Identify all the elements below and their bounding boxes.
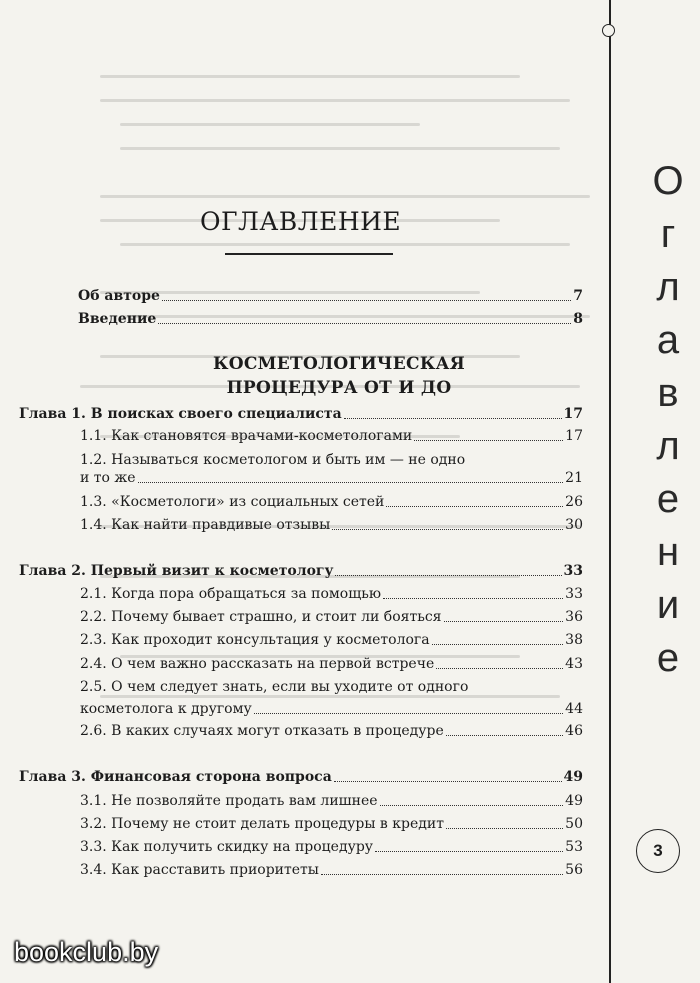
dot-leader bbox=[332, 529, 563, 530]
entry-label: 3.4. Как расставить приоритеты bbox=[80, 862, 319, 878]
entry-label: 2.2. Почему бывает страшно, и стоит ли бояться bbox=[80, 609, 442, 625]
entry-label: 2.6. В каких случаях могут отказать в процедуре bbox=[80, 723, 444, 739]
chapter-page: 49 bbox=[563, 769, 583, 785]
toc-entry[interactable] bbox=[80, 585, 583, 603]
toc-entry-intro[interactable] bbox=[78, 310, 583, 328]
toc-entry[interactable] bbox=[80, 493, 583, 511]
dot-leader bbox=[446, 735, 563, 736]
chapter-label: Глава 2. Первый визит к косметологу bbox=[19, 563, 334, 579]
side-letter: О bbox=[652, 159, 684, 203]
dot-leader bbox=[444, 621, 564, 622]
toc-entry[interactable] bbox=[80, 608, 583, 626]
margin-rule bbox=[609, 0, 611, 983]
entry-label: 3.3. Как получить скидку на процедуру bbox=[80, 839, 374, 855]
side-letter: и bbox=[656, 583, 680, 627]
entry-label: 3.2. Почему не стоит делать процедуры в кредит bbox=[80, 816, 444, 832]
entry-page: 21 bbox=[565, 470, 583, 486]
toc-entry[interactable] bbox=[80, 631, 583, 649]
entry-page: 50 bbox=[565, 816, 583, 832]
entry-page: 46 bbox=[565, 723, 583, 739]
dot-leader bbox=[446, 828, 563, 829]
side-letter: н bbox=[656, 530, 680, 574]
page-title: ОГЛАВЛЕНИЕ bbox=[200, 207, 402, 236]
chapter-label: Глава 3. Финансовая сторона вопроса bbox=[19, 769, 332, 785]
entry-label: 2.3. Как проходит консультация у косметолога bbox=[80, 632, 430, 648]
entry-page: 33 bbox=[565, 586, 583, 602]
side-letter: л bbox=[656, 424, 680, 468]
side-letter: а bbox=[656, 318, 680, 362]
toc-entry-author[interactable] bbox=[78, 287, 583, 305]
toc-chapter-1[interactable] bbox=[19, 405, 583, 423]
toc-entry[interactable] bbox=[80, 427, 583, 445]
toc-entry[interactable] bbox=[80, 838, 583, 856]
entry-label: Об авторе bbox=[78, 288, 160, 304]
entry-page: 26 bbox=[565, 494, 583, 510]
entry-label: 1.4. Как найти правдивые отзывы bbox=[80, 517, 331, 533]
toc-entry[interactable] bbox=[80, 469, 583, 487]
dot-leader bbox=[375, 851, 563, 852]
dot-leader bbox=[335, 575, 561, 576]
dot-leader bbox=[344, 418, 562, 419]
toc-chapter-2[interactable] bbox=[19, 562, 583, 580]
entry-page: 49 bbox=[565, 793, 583, 809]
side-letter: е bbox=[656, 477, 680, 521]
dot-leader bbox=[414, 440, 563, 441]
section-line: КОСМЕТОЛОГИЧЕСКАЯ bbox=[212, 354, 466, 374]
toc-entry-label-line1[interactable]: 1.2. Называться косметологом и быть им — не одно bbox=[80, 452, 466, 468]
dot-leader bbox=[162, 300, 571, 301]
dot-leader bbox=[383, 598, 563, 599]
dot-leader bbox=[254, 713, 563, 714]
dot-leader bbox=[432, 644, 564, 645]
entry-page: 38 bbox=[565, 632, 583, 648]
chapter-page: 33 bbox=[563, 563, 583, 579]
page-number: 3 bbox=[636, 829, 680, 873]
entry-page: 44 bbox=[565, 701, 583, 717]
title-underline bbox=[225, 253, 393, 255]
entry-page: 30 bbox=[565, 517, 583, 533]
toc-entry[interactable] bbox=[80, 722, 583, 740]
entry-page: 7 bbox=[573, 288, 583, 304]
entry-label: Введение bbox=[78, 311, 157, 327]
chapter-page: 17 bbox=[563, 406, 583, 422]
toc-entry[interactable] bbox=[80, 792, 583, 810]
rule-ornament bbox=[602, 24, 615, 37]
dot-leader bbox=[334, 781, 562, 782]
entry-page: 8 bbox=[573, 311, 583, 327]
toc-entry[interactable] bbox=[80, 655, 583, 673]
vertical-chapter-title bbox=[636, 155, 700, 685]
entry-page: 56 bbox=[565, 862, 583, 878]
side-letter: е bbox=[656, 636, 680, 680]
toc-entry[interactable] bbox=[80, 516, 583, 534]
entry-label: 3.1. Не позволяйте продать вам лишнее bbox=[80, 793, 378, 809]
toc-entry[interactable] bbox=[80, 700, 583, 718]
entry-label: 2.1. Когда пора обращаться за помощью bbox=[80, 586, 382, 602]
site-watermark: bookclub.by bbox=[14, 937, 159, 967]
side-letter: в bbox=[657, 371, 679, 415]
entry-page: 43 bbox=[565, 656, 583, 672]
dot-leader bbox=[138, 482, 564, 483]
entry-label-cont: и то же bbox=[80, 470, 136, 486]
dot-leader bbox=[380, 805, 564, 806]
entry-label: 1.3. «Косметологи» из социальных сетей bbox=[80, 494, 385, 510]
entry-page: 53 bbox=[565, 839, 583, 855]
toc-chapter-3[interactable] bbox=[19, 768, 583, 786]
side-letter: л bbox=[656, 265, 680, 309]
dot-leader bbox=[436, 668, 563, 669]
chapter-label: Глава 1. В поисках своего специалиста bbox=[19, 406, 342, 422]
dot-leader bbox=[386, 506, 563, 507]
entry-label: 2.4. О чем важно рассказать на первой встрече bbox=[80, 656, 435, 672]
dot-leader bbox=[321, 874, 563, 875]
toc-entry[interactable] bbox=[80, 861, 583, 879]
toc-entry-label-line1[interactable]: 2.5. О чем следует знать, если вы уходите от одного bbox=[80, 679, 469, 695]
toc-entry[interactable] bbox=[80, 815, 583, 833]
entry-label: 1.1. Как становятся врачами-косметологами bbox=[80, 428, 413, 444]
entry-page: 17 bbox=[565, 428, 583, 444]
entry-page: 36 bbox=[565, 609, 583, 625]
section-line: ПРОЦЕДУРА ОТ И ДО bbox=[226, 378, 452, 398]
section-heading bbox=[208, 352, 470, 400]
dot-leader bbox=[158, 323, 571, 324]
side-letter: г bbox=[660, 212, 676, 256]
entry-label-cont: косметолога к другому bbox=[80, 701, 252, 717]
